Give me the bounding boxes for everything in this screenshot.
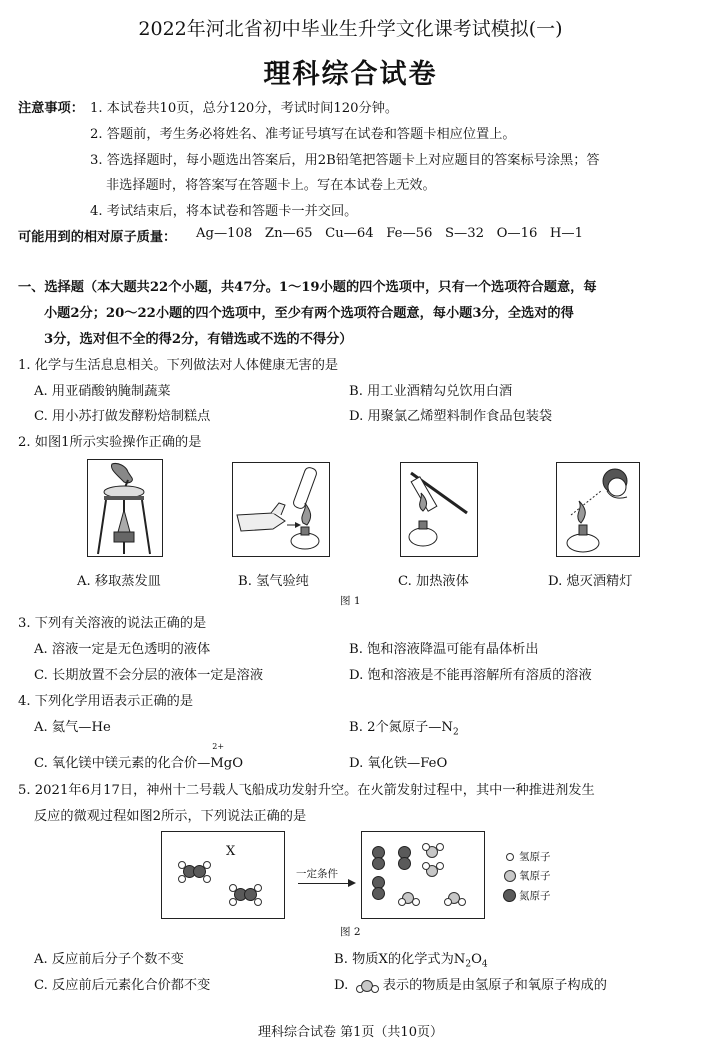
figure1-caption: 图 1 bbox=[340, 595, 361, 607]
figure2-products-box bbox=[361, 831, 485, 919]
hydrogen-atom bbox=[229, 884, 237, 892]
notice-item-4: 4. 考试结束后，将本试卷和答题卡一并交回。 bbox=[90, 204, 358, 219]
q5-stem-line2: 反应的微观过程如图2所示，下列说法正确的是 bbox=[34, 809, 307, 824]
q2-option-b: B. 氢气验纯 bbox=[238, 574, 309, 589]
q4-option-a: A. 氦气—He bbox=[34, 720, 111, 735]
q5-option-b-text: B. 物质X的化学式为N bbox=[334, 952, 466, 967]
figure2-caption: 图 2 bbox=[340, 926, 361, 938]
legend-oxygen-icon bbox=[504, 870, 516, 882]
hydrogen-atom bbox=[398, 898, 406, 906]
notice-label: 注意事项： bbox=[18, 101, 84, 116]
q5-option-a: A. 反应前后分子个数不变 bbox=[34, 952, 184, 967]
exam-title: 2022年河北省初中毕业生升学文化课考试模拟(一) bbox=[138, 18, 563, 40]
q4-option-c-valence: 2+ bbox=[212, 742, 225, 751]
q4-option-d: D. 氧化铁—FeO bbox=[349, 756, 448, 771]
q4-option-b bbox=[349, 716, 459, 738]
section1-line1: 一、选择题（本大题共22个小题，共47分。1～19小题的四个选项中，只有一个选项符合题意，每 bbox=[18, 280, 597, 295]
q3-option-a: A. 溶液一定是无色透明的液体 bbox=[34, 642, 211, 657]
q2-stem: 2. 如图1所示实验操作正确的是 bbox=[18, 435, 202, 450]
q5-option-b-sub2: 4 bbox=[481, 959, 488, 970]
figure2-x-label: X bbox=[226, 844, 236, 859]
q2-option-a: A. 移取蒸发皿 bbox=[77, 574, 161, 589]
legend-nitrogen-icon bbox=[503, 889, 516, 902]
legend-hydrogen-icon bbox=[506, 853, 514, 861]
figure1-hydrogen-test bbox=[232, 462, 330, 557]
hydrogen-atom bbox=[178, 861, 186, 869]
q3-option-c: C. 长期放置不会分层的液体一定是溶液 bbox=[34, 668, 264, 683]
legend-hydrogen-label: 氢原子 bbox=[519, 851, 551, 863]
hydrogen-atom bbox=[254, 884, 262, 892]
arrow-head-icon bbox=[348, 879, 356, 887]
legend-oxygen-label: 氧原子 bbox=[519, 870, 551, 882]
hydrogen-atom bbox=[203, 861, 211, 869]
hydrogen-atom bbox=[229, 898, 237, 906]
q5-stem-line1: 5. 2021年6月17日，神州十二号载人飞船成功发射升空。在火箭发射过程中，其中一种推进剂发生 bbox=[18, 783, 595, 798]
figure1-heating-liquid bbox=[400, 462, 478, 557]
notice-item-1: 1. 本试卷共10页，总分120分，考试时间120分钟。 bbox=[90, 101, 399, 116]
hydrogen-atom bbox=[436, 843, 444, 851]
q4-option-c bbox=[34, 742, 244, 771]
section1-line2: 小题2分；20～22小题的四个选项中，至少有两个选项符合题意，每小题3分，全选对的得 bbox=[44, 306, 574, 321]
hydrogen-atom bbox=[422, 862, 430, 870]
q5-option-d-text: 表示的物质是由氢原子和氧原子构成的 bbox=[382, 978, 607, 993]
q4-option-b-text: B. 2个氮原子—N bbox=[349, 720, 453, 735]
hydrogen-atom bbox=[422, 843, 430, 851]
q1-option-b: B. 用工业酒精勾兑饮用白酒 bbox=[349, 384, 513, 399]
q4-option-b-subscript: 2 bbox=[452, 727, 459, 738]
q2-option-c: C. 加热液体 bbox=[398, 574, 469, 589]
q5-option-b-oxygen: O bbox=[471, 952, 482, 967]
notice-item-2: 2. 答题前，考生务必将姓名、准考证号填写在试卷和答题卡相应位置上。 bbox=[90, 127, 516, 142]
nitrogen-atom bbox=[372, 887, 385, 900]
figure1-extinguish-lamp bbox=[556, 462, 640, 557]
q5-option-b-sub1: 2 bbox=[465, 959, 472, 970]
q5-option-d-label: D. bbox=[334, 978, 349, 993]
figure1-evaporating-dish bbox=[87, 459, 163, 557]
hydrogen-atom bbox=[254, 898, 262, 906]
atomic-mass-values: Ag—108 Zn—65 Cu—64 Fe—56 S—32 O—16 H—1 bbox=[196, 226, 584, 241]
legend-nitrogen-label: 氮原子 bbox=[519, 890, 551, 902]
q2-option-d: D. 熄灭酒精灯 bbox=[548, 574, 633, 589]
hydrogen-atom bbox=[444, 898, 452, 906]
hydrogen-atom bbox=[436, 862, 444, 870]
q5-option-d bbox=[334, 974, 607, 993]
nitrogen-atom bbox=[398, 857, 411, 870]
q1-stem: 1. 化学与生活息息相关。下列做法对人体健康无害的是 bbox=[18, 358, 339, 373]
hydrogen-atom bbox=[458, 898, 466, 906]
q4-option-c-formula: MgO bbox=[210, 756, 244, 771]
q3-option-b: B. 饱和溶液降温可能有晶体析出 bbox=[349, 642, 539, 657]
notice-item-3b: 非选择题时，将答案写在答题卡上。写在本试卷上无效。 bbox=[106, 178, 436, 193]
figure2-arrow-label: 一定条件 bbox=[296, 868, 338, 880]
exam-subtitle: 理科综合试卷 bbox=[263, 59, 438, 90]
nitrogen-atom bbox=[372, 857, 385, 870]
q4-stem: 4. 下列化学用语表示正确的是 bbox=[18, 694, 194, 709]
q5-option-b bbox=[334, 948, 488, 970]
section1-line3: 3分，选对但不全的得2分，有错选或不选的不得分） bbox=[44, 332, 353, 347]
hydrogen-atom bbox=[203, 875, 211, 883]
water-molecule-icon bbox=[353, 979, 379, 993]
hydrogen-atom bbox=[178, 875, 186, 883]
q1-option-a: A. 用亚硝酸钠腌制蔬菜 bbox=[34, 384, 171, 399]
hydrogen-atom bbox=[412, 898, 420, 906]
q3-stem: 3. 下列有关溶液的说法正确的是 bbox=[18, 616, 207, 631]
reaction-arrow bbox=[298, 883, 350, 884]
q5-option-c: C. 反应前后元素化合价都不变 bbox=[34, 978, 211, 993]
q1-option-d: D. 用聚氯乙烯塑料制作食品包装袋 bbox=[349, 409, 553, 424]
q4-option-c-text: C. 氧化镁中镁元素的化合价— bbox=[34, 756, 211, 771]
figure2-reactants-box bbox=[161, 831, 285, 919]
atomic-mass-label: 可能用到的相对原子质量： bbox=[18, 230, 177, 245]
q3-option-d: D. 饱和溶液是不能再溶解所有溶质的溶液 bbox=[349, 668, 592, 683]
page-footer: 理科综合试卷 第1页（共10页） bbox=[258, 1025, 443, 1040]
q1-option-c: C. 用小苏打做发酵粉焙制糕点 bbox=[34, 409, 211, 424]
notice-item-3a: 3. 答选择题时，每小题选出答案后，用2B铅笔把答题卡上对应题目的答案标号涂黑；答 bbox=[90, 153, 600, 168]
